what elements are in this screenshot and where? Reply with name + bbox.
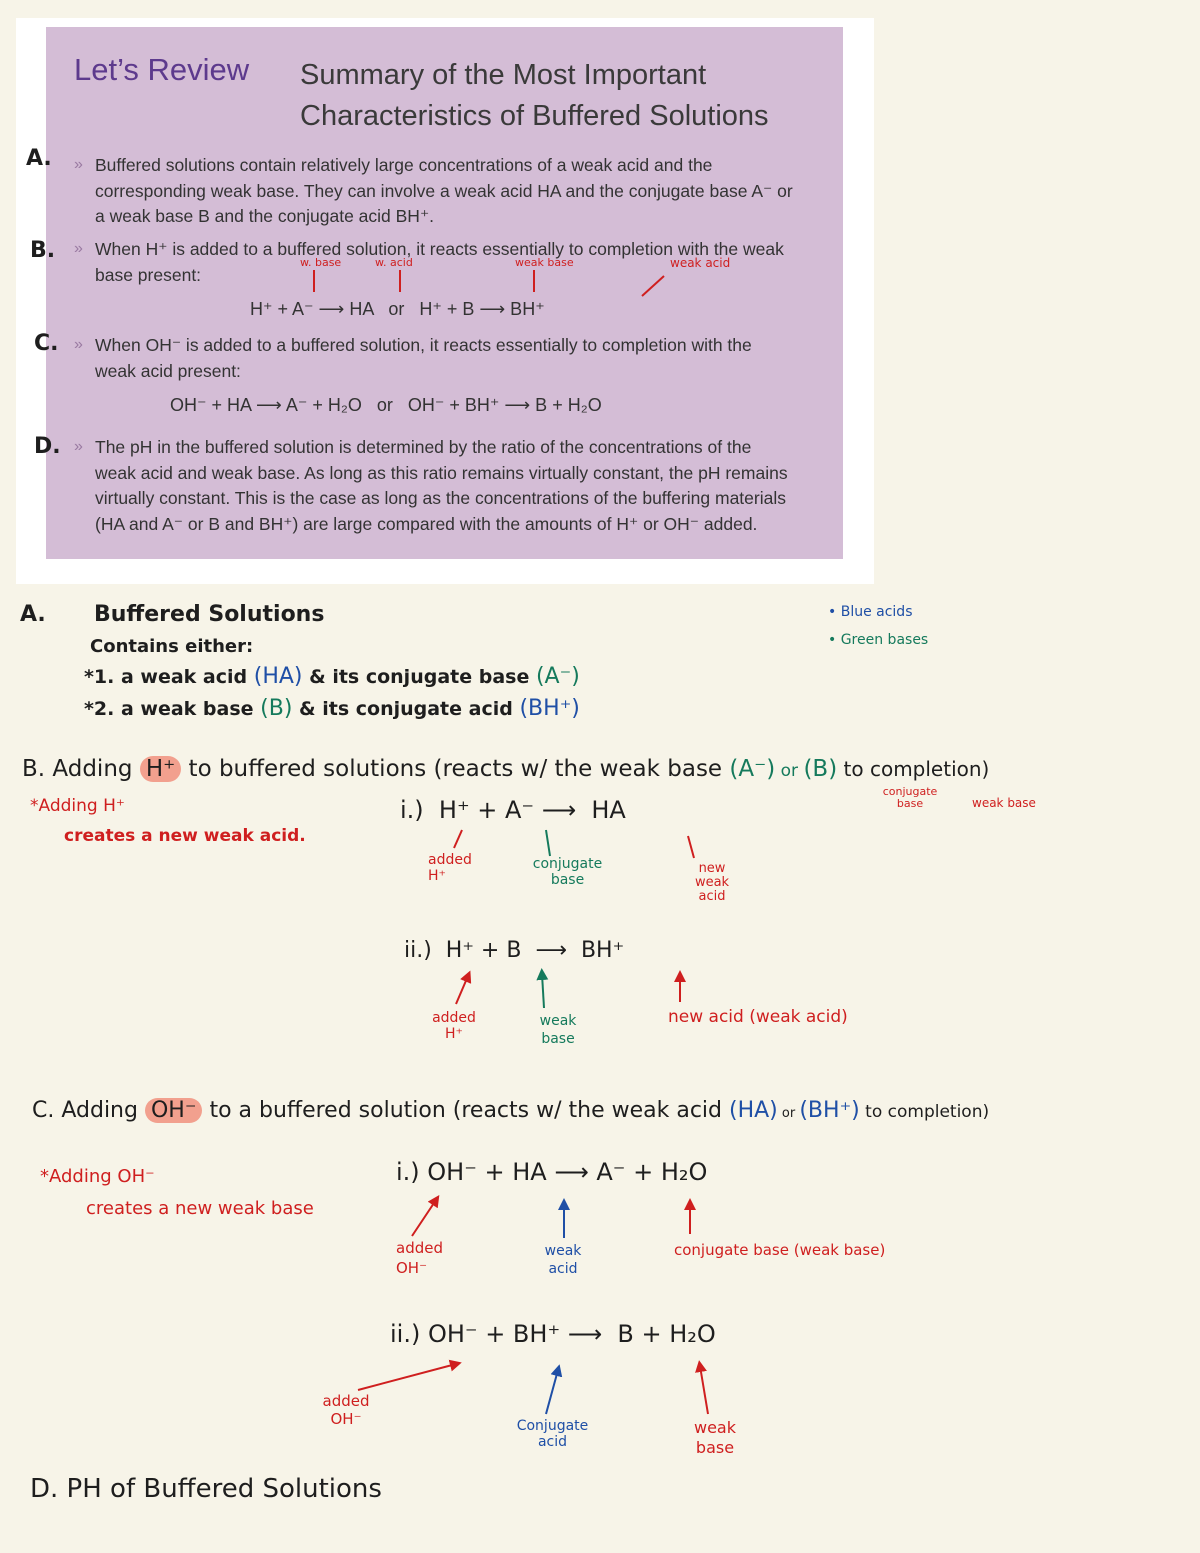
arrow-b-eq2-added <box>456 976 468 1004</box>
arrow-c-eq2-weak <box>700 1366 708 1414</box>
highlight-oh-minus: OH⁻ <box>145 1098 202 1123</box>
note-c-eq1-weak: weak acid <box>544 1243 582 1277</box>
point-a-text: Buffered solutions contain relatively large concentrations of a weak acid and the corresponding weak base. They can involve a weak acid HA and the conjugate base A⁻ or a weak base B and the conjugate acid BH⁺. <box>95 155 793 226</box>
note-conjugate-base: conjugate base <box>882 785 938 810</box>
note-c-eq2-conj: Conjugate acid <box>516 1418 589 1450</box>
point-b-text: When H⁺ is added to a buffered solution, it reacts essentially to completion with the weak base present: <box>95 239 784 285</box>
label-d: D. <box>34 434 61 459</box>
notes-b-eq2: ii.) H⁺ + B ⟶ BH⁺ <box>404 938 625 963</box>
line-b-eq1-added <box>454 830 462 848</box>
notes-a-title: Buffered Solutions <box>94 602 325 627</box>
line-b-eq1-conj <box>546 830 550 856</box>
notes-b-heading: B. Adding H⁺ to buffered solutions (reacts w/ the weak base (A⁻) or (B) to completion) <box>22 756 990 782</box>
note-weak-base-b: weak base <box>972 796 1036 810</box>
notes-b-star-body: creates a new weak acid. <box>64 826 306 846</box>
bullet-b: » <box>74 240 83 257</box>
notes-b-eq1: i.) H⁺ + A⁻ ⟶ HA <box>400 796 626 824</box>
bullet-a: » <box>74 156 83 173</box>
label-b: B. <box>30 238 56 263</box>
point-c-text: When OH⁻ is added to a buffered solution, it reacts essentially to completion with the weak acid present: <box>95 335 752 381</box>
bullet-c: » <box>74 336 83 353</box>
note-c-eq2-added: added OH⁻ <box>322 1392 370 1428</box>
notes-a-item2: *2. a weak base (B) & its conjugate acid (BH⁺) <box>84 696 580 721</box>
note-b-eq1-added: added H⁺ <box>428 852 472 884</box>
legend-bases: • Green bases <box>828 632 929 648</box>
note-c-eq1-conj: conjugate base (weak base) <box>674 1241 886 1259</box>
arrow-c-eq1-added <box>412 1200 436 1236</box>
note-b-eq1-conjugate: conjugate base <box>532 856 603 888</box>
note-b-eq1-new: new weak acid <box>694 861 730 904</box>
notes-b-star-title: *Adding H⁺ <box>30 796 125 816</box>
equation-b: H⁺ + A⁻ ⟶ HA or H⁺ + B ⟶ BH⁺ <box>250 299 545 319</box>
legend-acids: • Blue acids <box>828 604 913 620</box>
note-w-acid: w. acid <box>375 256 413 269</box>
label-c: C. <box>34 331 59 356</box>
tick-weak-acid <box>642 276 664 296</box>
note-b-eq2-new: new acid (weak acid) <box>668 1007 848 1027</box>
notes-c-eq1: i.) OH⁻ + HA ⟶ A⁻ + H₂O <box>396 1158 708 1186</box>
note-b-eq2-added: added H⁺ <box>432 1010 476 1042</box>
notes-d-title: D. PH of Buffered Solutions <box>30 1474 382 1504</box>
note-c-eq1-added: added OH⁻ <box>396 1239 443 1277</box>
arrow-b-eq2-weak <box>542 974 544 1008</box>
notes-a-letter: A. <box>20 602 46 627</box>
arrow-c-eq2-conj <box>546 1370 558 1414</box>
notes-c-eq2: ii.) OH⁻ + BH⁺ ⟶ B + H₂O <box>390 1320 716 1348</box>
highlight-h-plus: H⁺ <box>140 756 181 782</box>
arrow-c-eq2-added <box>358 1364 456 1390</box>
note-b-eq2-weak: weak base <box>539 1013 577 1047</box>
line-b-eq1-new <box>688 836 694 858</box>
note-w-base: w. base <box>300 256 342 269</box>
summary-title: Summary of the Most Important Characteristics of Buffered Solutions <box>300 59 769 132</box>
equation-c: OH⁻ + HA ⟶ A⁻ + H₂O or OH⁻ + BH⁺ ⟶ B + H₂O <box>170 395 602 415</box>
notes-c-heading: C. Adding OH⁻ to a buffered solution (reacts w/ the weak acid (HA) or (BH⁺) to completion) <box>32 1098 990 1123</box>
note-c-eq2-weak: weak base <box>694 1418 736 1457</box>
notes-a-item1: *1. a weak acid (HA) & its conjugate base (A⁻) <box>84 664 580 689</box>
notes-a-contains: Contains either: <box>90 636 254 657</box>
label-a: A. <box>26 146 52 171</box>
bullet-d: » <box>74 438 83 455</box>
note-weak-acid: weak acid <box>670 256 731 270</box>
notes-c-star-title: *Adding OH⁻ <box>40 1166 155 1187</box>
lets-review-heading: Let’s Review <box>74 52 250 87</box>
point-d-text: The pH in the buffered solution is determined by the ratio of the concentrations of the weak acid and weak base. As long as this ratio remains virtually constant, the pH remains virtually constant. This is the case as long as the concentrations of the buffering materials (HA and A⁻ or B and BH⁺) are large compared with the amounts of H⁺ or OH⁻ added. <box>95 437 788 534</box>
note-weak-base: weak base <box>515 256 574 269</box>
notes-c-star-body: creates a new weak base <box>86 1198 314 1219</box>
